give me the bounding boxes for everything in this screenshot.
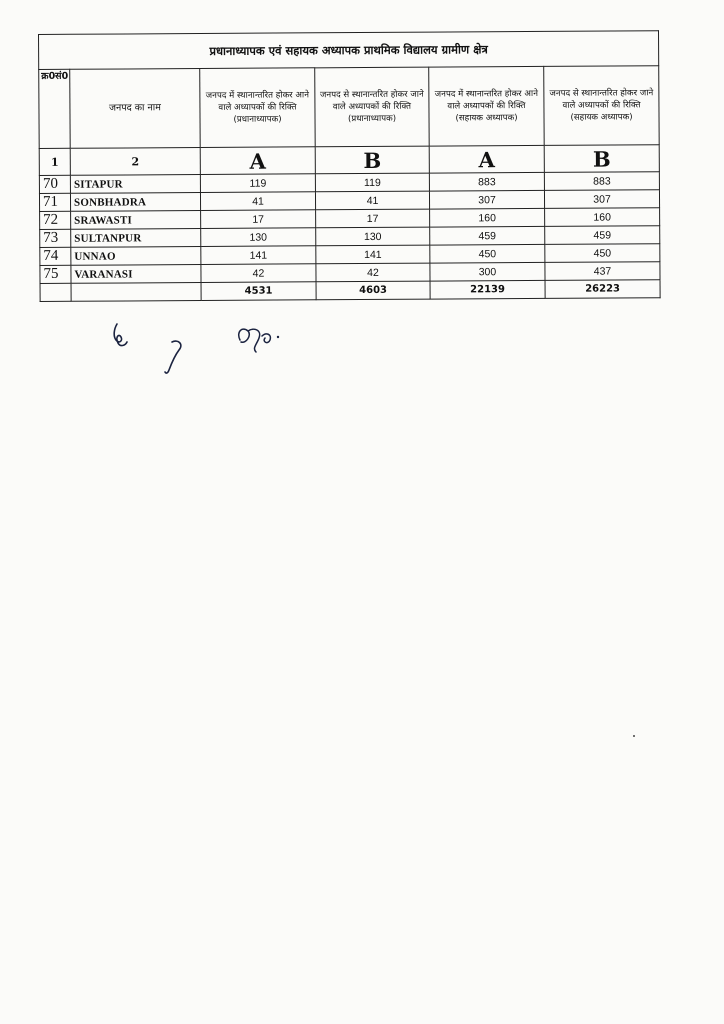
row-a1: 119 xyxy=(200,174,315,193)
header-row xyxy=(39,66,660,149)
title-row xyxy=(39,31,659,70)
code-row xyxy=(39,145,659,176)
row-b2: 307 xyxy=(544,190,659,209)
row-sno: 75 xyxy=(40,265,71,283)
row-district: SITAPUR xyxy=(70,175,200,194)
total-a2: 22139 xyxy=(430,280,545,299)
vacancy-table-sheet xyxy=(38,30,660,302)
header-sno: क्र0सं0 xyxy=(39,69,70,148)
row-a1: 17 xyxy=(201,210,316,229)
code-b2: B xyxy=(544,145,659,173)
row-a1: 41 xyxy=(200,192,315,211)
row-district: UNNAO xyxy=(71,247,201,266)
row-b2: 883 xyxy=(544,172,659,191)
row-b1: 141 xyxy=(316,245,430,264)
header-col-a1: जनपद में स्थानान्तरित होकर आने वाले अध्यापकों की रिक्ति (प्रधानाध्यापक) xyxy=(200,68,315,148)
table-title: प्रधानाध्यापक एवं सहायक अध्यापक प्राथमिक विद्यालय ग्रामीण क्षेत्र xyxy=(39,31,659,70)
row-a2: 883 xyxy=(429,172,544,191)
header-district: जनपद का नाम xyxy=(70,69,200,149)
vacancy-table xyxy=(38,30,661,302)
row-district: SONBHADRA xyxy=(70,193,200,212)
speck-mark xyxy=(633,735,635,737)
row-b2: 450 xyxy=(545,244,660,263)
code-a2: A xyxy=(429,145,544,173)
total-b2: 26223 xyxy=(545,280,660,299)
code-district: 2 xyxy=(70,148,200,176)
row-district: SULTANPUR xyxy=(71,229,201,248)
row-a1: 42 xyxy=(201,264,316,283)
header-col-a2: जनपद में स्थानान्तरित होकर आने वाले अध्यापकों की रिक्ति (सहायक अध्यापक) xyxy=(429,66,544,146)
code-sno: 1 xyxy=(39,148,70,175)
row-sno: 73 xyxy=(40,229,71,247)
row-district: SRAWASTI xyxy=(71,211,201,230)
signature-initial-2 xyxy=(160,336,188,376)
row-b1: 41 xyxy=(315,191,429,210)
row-sno: 70 xyxy=(39,175,70,193)
row-sno: 74 xyxy=(40,247,71,265)
total-a1: 4531 xyxy=(201,282,316,301)
code-b1: B xyxy=(315,146,429,174)
row-sno: 71 xyxy=(39,193,70,211)
row-a2: 160 xyxy=(430,208,545,227)
row-a2: 300 xyxy=(430,262,545,281)
total-b1: 4603 xyxy=(316,281,430,300)
totals-row xyxy=(40,280,660,302)
code-a1: A xyxy=(200,147,315,175)
totals-empty-district xyxy=(71,283,201,302)
row-b2: 160 xyxy=(545,208,660,227)
row-b1: 119 xyxy=(315,173,429,192)
totals-empty-sno xyxy=(40,283,71,301)
signature-initial-3 xyxy=(232,322,286,358)
row-a2: 459 xyxy=(430,226,545,245)
row-b1: 130 xyxy=(316,227,430,246)
header-col-b2: जनपद से स्थानान्तरित होकर जाने वाले अध्यापकों की रिक्ति (सहायक अध्यापक) xyxy=(544,66,660,146)
row-b2: 459 xyxy=(545,226,660,245)
signature-initial-1 xyxy=(108,320,134,354)
row-sno: 72 xyxy=(40,211,71,229)
row-b2: 437 xyxy=(545,262,660,281)
row-a1: 130 xyxy=(201,228,316,247)
row-b1: 42 xyxy=(316,263,430,282)
header-col-b1: जनपद से स्थानान्तरित होकर जाने वाले अध्यापकों की रिक्ति (प्रधानाध्यापक) xyxy=(315,67,429,147)
row-a2: 450 xyxy=(430,244,545,263)
row-district: VARANASI xyxy=(71,265,201,284)
row-a2: 307 xyxy=(429,190,544,209)
row-b1: 17 xyxy=(316,209,430,228)
row-a1: 141 xyxy=(201,246,316,265)
